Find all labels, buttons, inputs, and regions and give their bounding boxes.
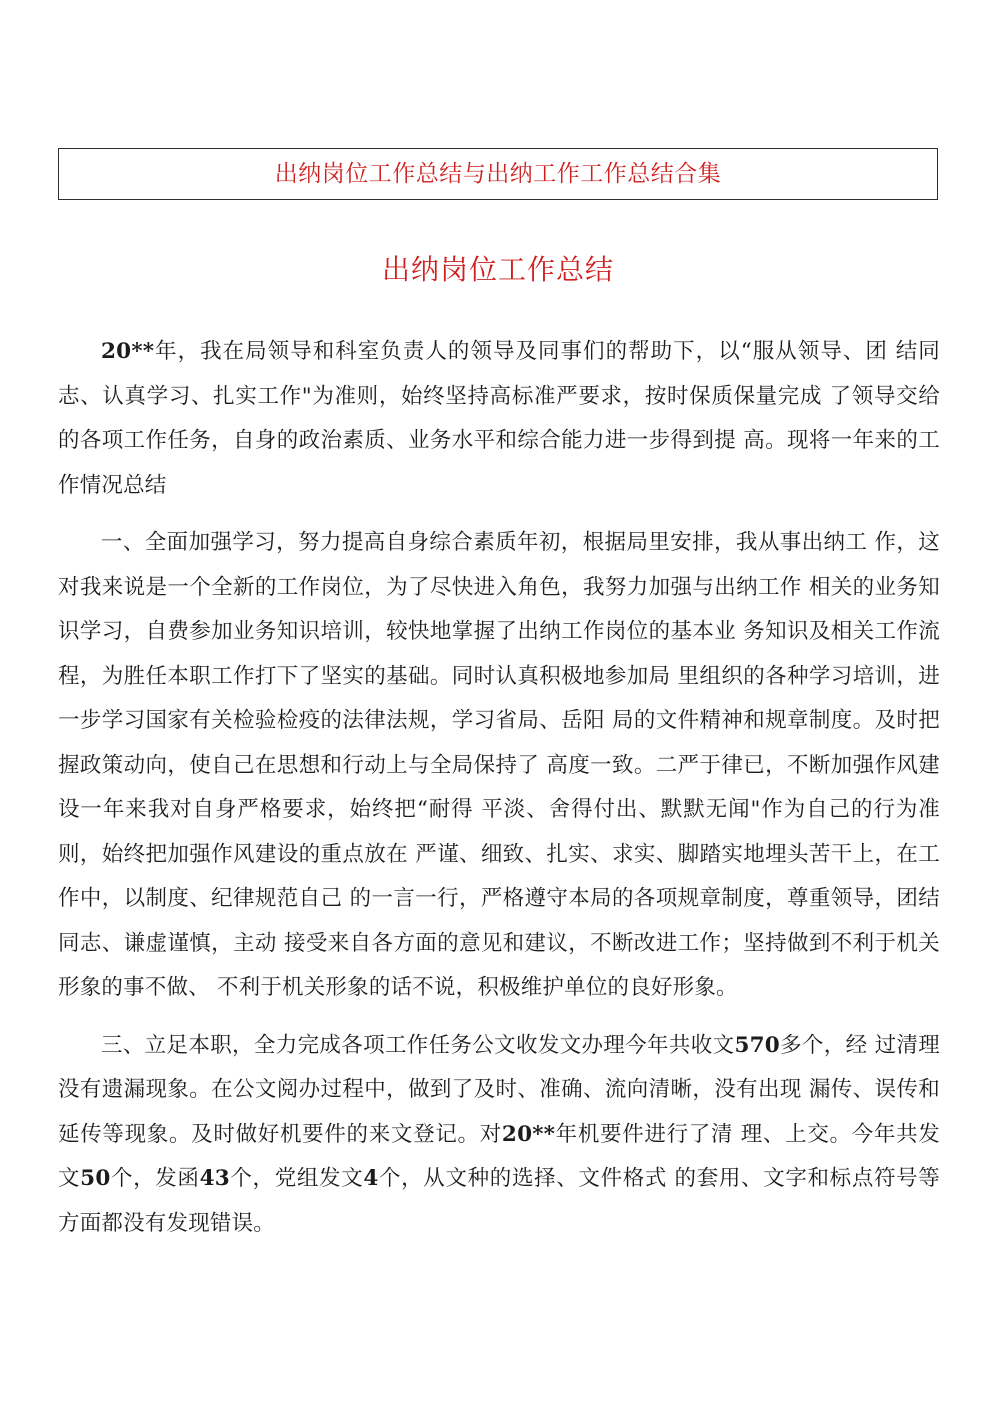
document-title: 出纳岗位工作总结与出纳工作工作总结合集	[274, 160, 722, 187]
document-subtitle: 出纳岗位工作总结	[381, 253, 614, 286]
body-text-block	[58, 330, 940, 1246]
paragraph-1: 20**年，我在局领导和科室负责人的领导及同事们的帮助下，以“服从领导、团 结同志、认真学习、扎实工作"为准则，始终坚持高标准严要求，按时保质保量完成 了领导交给的各项工作任务，自身的政治素质、业务水平和综合能力进一步得到提 高。现将一年来的工作情况总结	[58, 339, 940, 498]
paragraph-2: 一、全面加强学习，努力提高自身综合素质年初，根据局里安排，我从事出纳工 作，这对我来说是一个全新的工作岗位，为了尽快进入角色，我努力加强与出纳工作 相关的业务知识学习，自费参加业务知识培训，较快地掌握了出纳工作岗位的基本业 务知识及相关工作流程，为胜任本职工作打下了坚实的基础。同时认真积极地参加局 里组织的各种学习培训，进一步学习国家有关检验检疫的法律法规，学习省局、岳阳 局的文件精神和规章制度。及时把握政策动向，使自己在思想和行动上与全局保持了 高度一致。二严于律已，不断加强作风建设一年来我对自身严格要求，始终把“耐得 平淡、舍得付出、默默无闻"作为自己的行为准则，始终把加强作风建设的重点放在 严谨、细致、扎实、求实、脚踏实地埋头苦干上，在工作中，以制度、纪律规范自己 的一言一行，严格遵守本局的各项规章制度，尊重领导，团结同志、谦虚谨慎，主动 接受来自各方面的意见和建议，不断改进工作；坚持做到不利于机关形象的事不做、 不利于机关形象的话不说，积极维护单位的良好形象。	[58, 530, 940, 1000]
paragraph-3: 三、立足本职，全力完成各项工作任务公文收发文办理今年共收文570多个，经 过清理没有遗漏现象。在公文阅办过程中，做到了及时、准确、流向清晰，没有出现 漏传、误传和延传等现象。及时做好机要件的来文登记。对20**年机要件进行了清 理、上交。今年共发文50个，发函43个，党组发文4个，从文种的选择、文件格式 的套用、文字和标点符号等方面都没有发现错误。	[58, 1032, 941, 1236]
title-box	[58, 148, 938, 200]
